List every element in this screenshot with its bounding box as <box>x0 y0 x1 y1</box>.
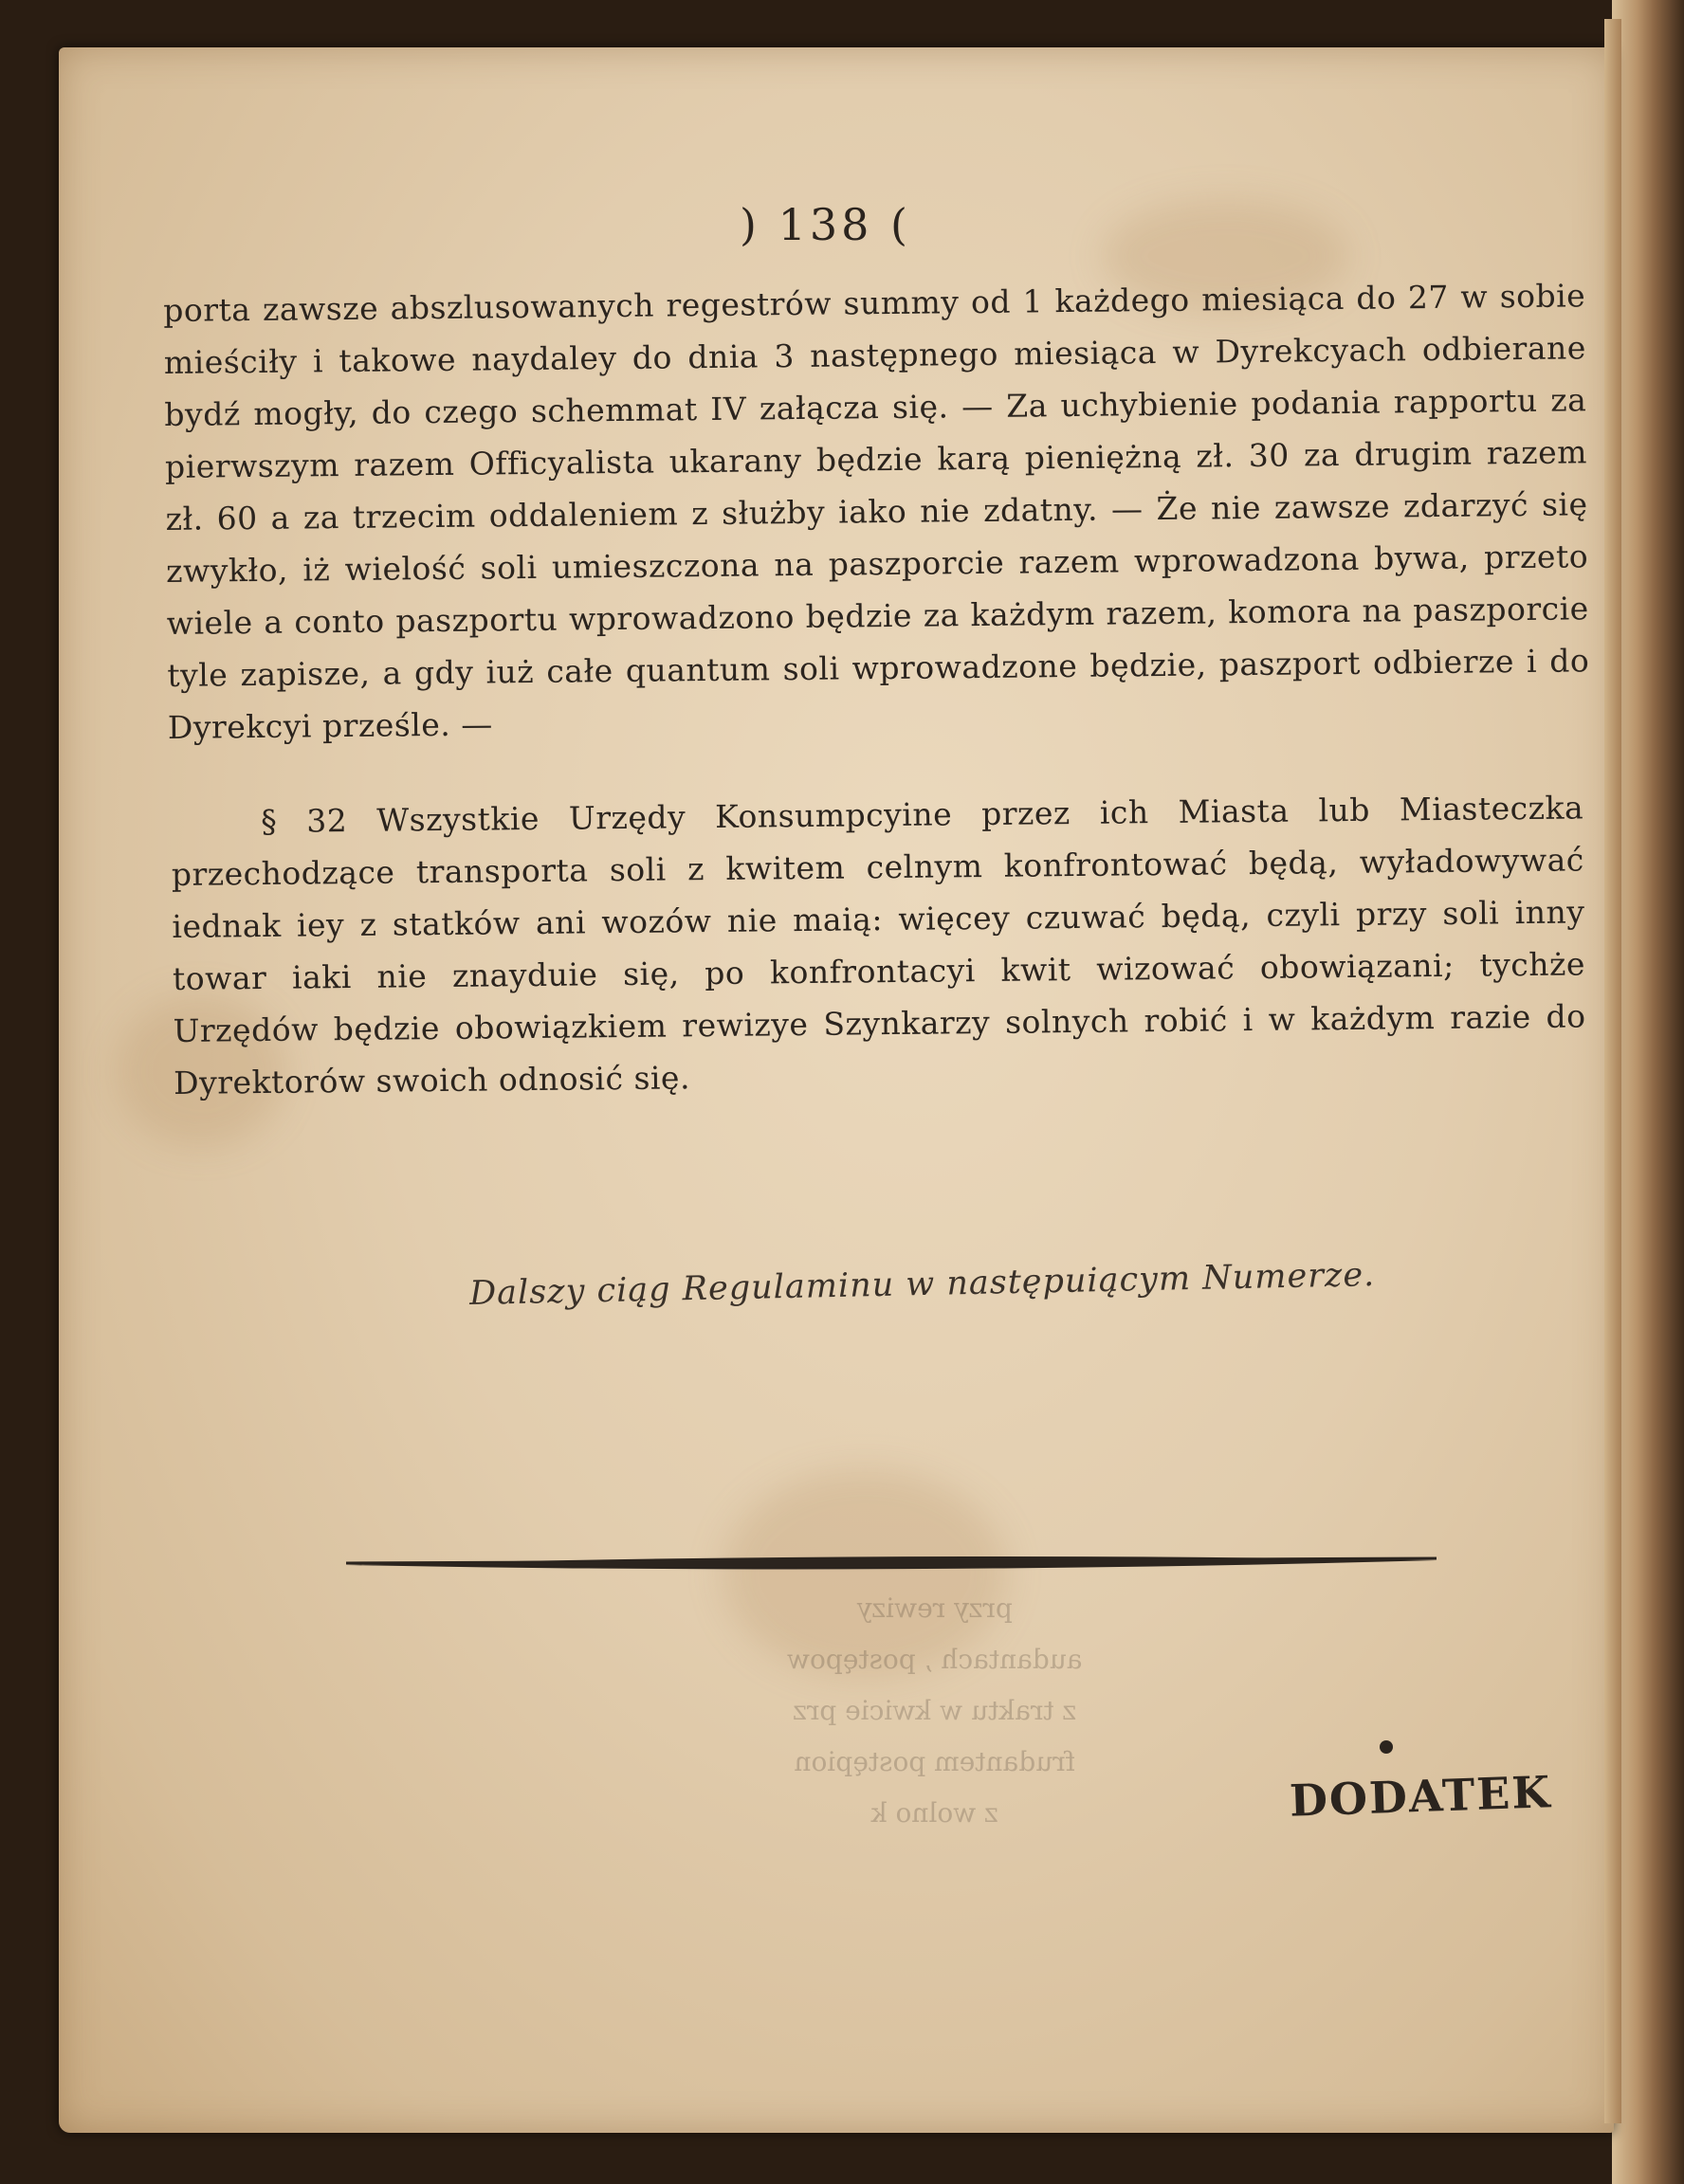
bleed-line: z traktu w kwicie prz <box>793 1695 1077 1726</box>
page-edge <box>1604 19 1621 2123</box>
book-spine <box>1612 0 1684 2184</box>
ink-dot <box>1380 1740 1393 1754</box>
bleed-line: frudantem postępion <box>794 1746 1075 1777</box>
continuation-note: Dalszy ciąg Regulaminu w następuiącym Numerze. <box>468 1256 1376 1313</box>
bleed-line: z wolno k <box>870 1797 998 1829</box>
bleed-line: audantach , postępow <box>787 1644 1083 1675</box>
bleed-through-text <box>787 1583 1082 1839</box>
paragraph-1: porta zawsze abszlusowanych regestrów summy od 1 każdego miesiąca do 27 w sobie mieściły i takowe naydaley do dnia 3 następnego miesiąca w Dyrekcyach odbierane bydź mogły, do czego schemmat IV załącza się. — Za uchybienie podania rapportu za pierwszym razem Officyalista ukarany będzie karą pieniężną zł. 30 za drugim razem zł. 60 a za trzecim oddaleniem z służby iako nie zdatny. — Że nie zawsze zdarzyć się zwykło, iż wielość soli umieszczona na paszporcie razem wprowadzona bywa, przeto wiele a conto paszportu wprowadzono będzie za każdym razem, komora na paszporcie tyle zapisze, a gdy iuż całe quantum soli wprowadzone będzie, paszport odbierze i do Dyrekcyi prześle. — <box>163 277 1590 746</box>
page-number: ) 138 ( <box>740 199 911 250</box>
decorative-rule <box>346 1547 1437 1579</box>
next-section-heading: DODATEK <box>1289 1766 1553 1827</box>
bleed-line: przy rewizy <box>856 1592 1013 1624</box>
paragraph-2-section-32: § 32 Wszystkie Urzędy Konsumpcyine przez ich Miasta lub Miasteczka przechodzące transporta soli z kwitem celnym konfrontować będą, wyładowywać iednak iey z statków ani wozów nie maią: więcey czuwać będą, czyli przy soli inny towar iaki nie znayduie się, po konfrontacyi kwit wizować obowiązani; tychże Urzędów będzie obowiązkiem rewizye Szynkarzy solnych robić i w każdym razie do Dyrektorów swoich odnosić się. <box>171 789 1586 1101</box>
